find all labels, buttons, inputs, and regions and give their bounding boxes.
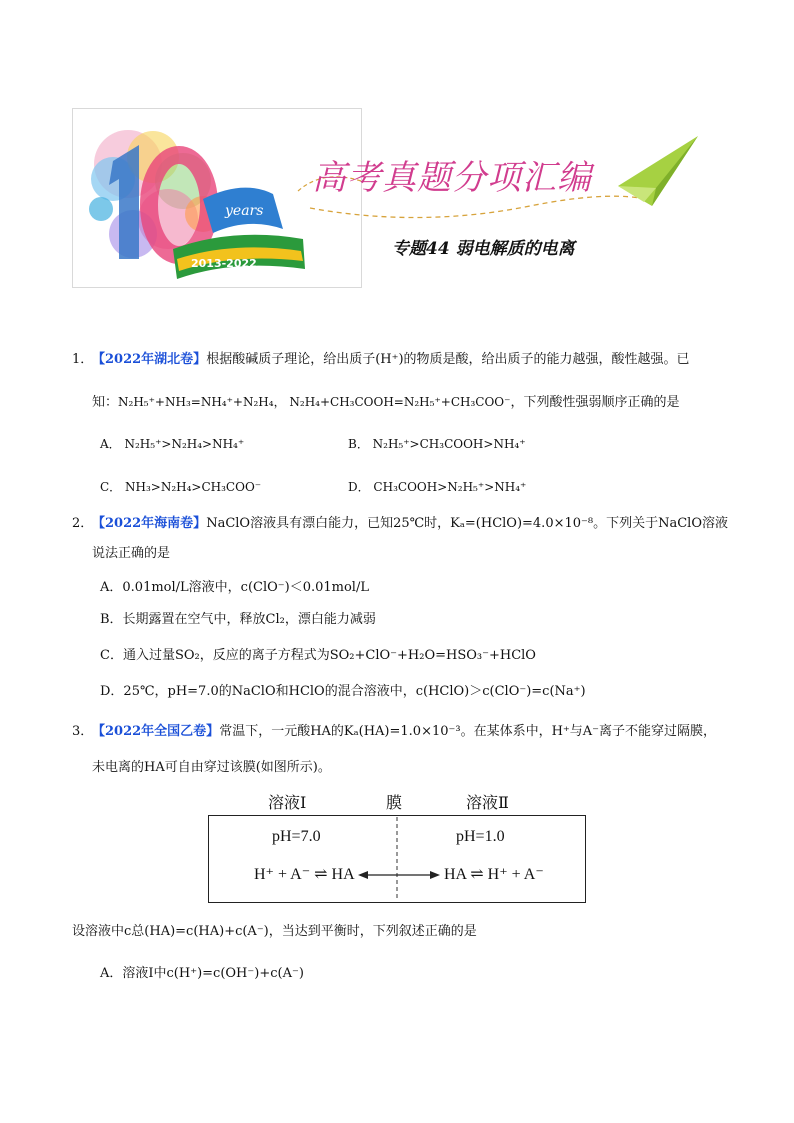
diagram-eq-right: HA ⇌ H⁺ + A⁻ <box>444 866 544 883</box>
q3-condition: 设溶液中c总(HA)=c(HA)+c(A⁻)，当达到平衡时，下列叙述正确的是 <box>72 924 477 939</box>
q2-option-b[interactable]: B．长期露置在空气中，释放Cl₂，漂白能力减弱 <box>100 612 376 627</box>
banner-years-text: years <box>225 203 264 219</box>
q1-option-a[interactable]: A． N₂H₅⁺>N₂H₄>NH₄⁺ <box>100 437 245 451</box>
q2-option-d[interactable]: D．25℃，pH=7.0的NaClO和HClO的混合溶液中，c(HClO)＞c(ClO⁻)=c(Na⁺) <box>100 684 586 699</box>
diagram-label-solution-2: 溶液Ⅱ <box>466 795 509 812</box>
series-title: 高考真题分项汇编 <box>312 158 592 198</box>
banner-range-text: 2013-2022 <box>191 257 257 270</box>
diagram-ph-left: pH=7.0 <box>272 828 321 845</box>
q3-stem-line2: 未电离的HA可自由穿过该膜(如图所示)。 <box>92 760 331 775</box>
q1-equations: N₂H₅⁺+NH₃=NH₄⁺+N₂H₄， N₂H₄+CH₃COOH=N₂H₅⁺+CH₃COO⁻ <box>118 395 511 409</box>
q2-stem-text1: NaClO溶液具有漂白能力，已知25℃时，Kₐ=(HClO)=4.0×10⁻⁸。下列关于NaClO溶液 <box>206 516 728 531</box>
q1-stem-line2 <box>92 392 680 413</box>
q3-source: 【2022年全国乙卷】 <box>92 724 220 739</box>
q3-stem-text1: 常温下，一元酸HA的Kₐ(HA)=1.0×10⁻³。在某体系中，H⁺与A⁻离子不能穿过隔膜， <box>219 724 717 739</box>
q1-stem-suffix: ，下列酸性强弱顺序正确的是 <box>510 395 680 410</box>
q1-option-d[interactable]: D． CH₃COOH>N₂H₅⁺>NH₄⁺ <box>348 480 527 494</box>
q2-option-c[interactable]: C．通入过量SO₂，反应的离子方程式为SO₂+ClO⁻+H₂O=HSO₃⁻+HClO <box>100 648 536 663</box>
membrane-line-icon <box>208 815 586 903</box>
q2-stem-line1 <box>92 514 728 534</box>
q1-source: 【2022年湖北卷】 <box>92 352 207 367</box>
diagram-label-membrane: 膜 <box>386 795 403 812</box>
q2-number: 2． <box>72 516 94 531</box>
q3-option-a[interactable]: A．溶液Ⅰ中c(H⁺)=c(OH⁻)+c(A⁻) <box>100 966 304 981</box>
diagram-label-solution-1: 溶液Ⅰ <box>268 795 307 812</box>
q2-source: 【2022年海南卷】 <box>92 516 207 531</box>
q3-stem-line1 <box>92 722 716 742</box>
q2-stem-line2: 说法正确的是 <box>92 546 171 561</box>
q1-stem-line1 <box>92 350 690 370</box>
q1-number: 1． <box>72 352 94 367</box>
q2-option-a[interactable]: A．0.01mol/L溶液中，c(ClO⁻)＜0.01mol/L <box>100 580 369 595</box>
diagram-ph-right: pH=1.0 <box>456 828 505 845</box>
diagram-eq-left: H⁺ + A⁻ ⇌ HA <box>254 866 355 883</box>
q1-option-b[interactable]: B． N₂H₅⁺>CH₃COOH>NH₄⁺ <box>348 437 526 451</box>
page-subtitle: 专题44 弱电解质的电离 <box>392 239 575 259</box>
q1-stem-text1: 根据酸碱质子理论，给出质子(H⁺)的物质是酸，给出质子的能力越强，酸性越强。已 <box>206 352 690 367</box>
q1-stem-prefix: 知： <box>92 395 119 410</box>
q3-number: 3． <box>72 724 94 739</box>
q1-option-c[interactable]: C． NH₃>N₂H₄>CH₃COO⁻ <box>100 480 262 494</box>
